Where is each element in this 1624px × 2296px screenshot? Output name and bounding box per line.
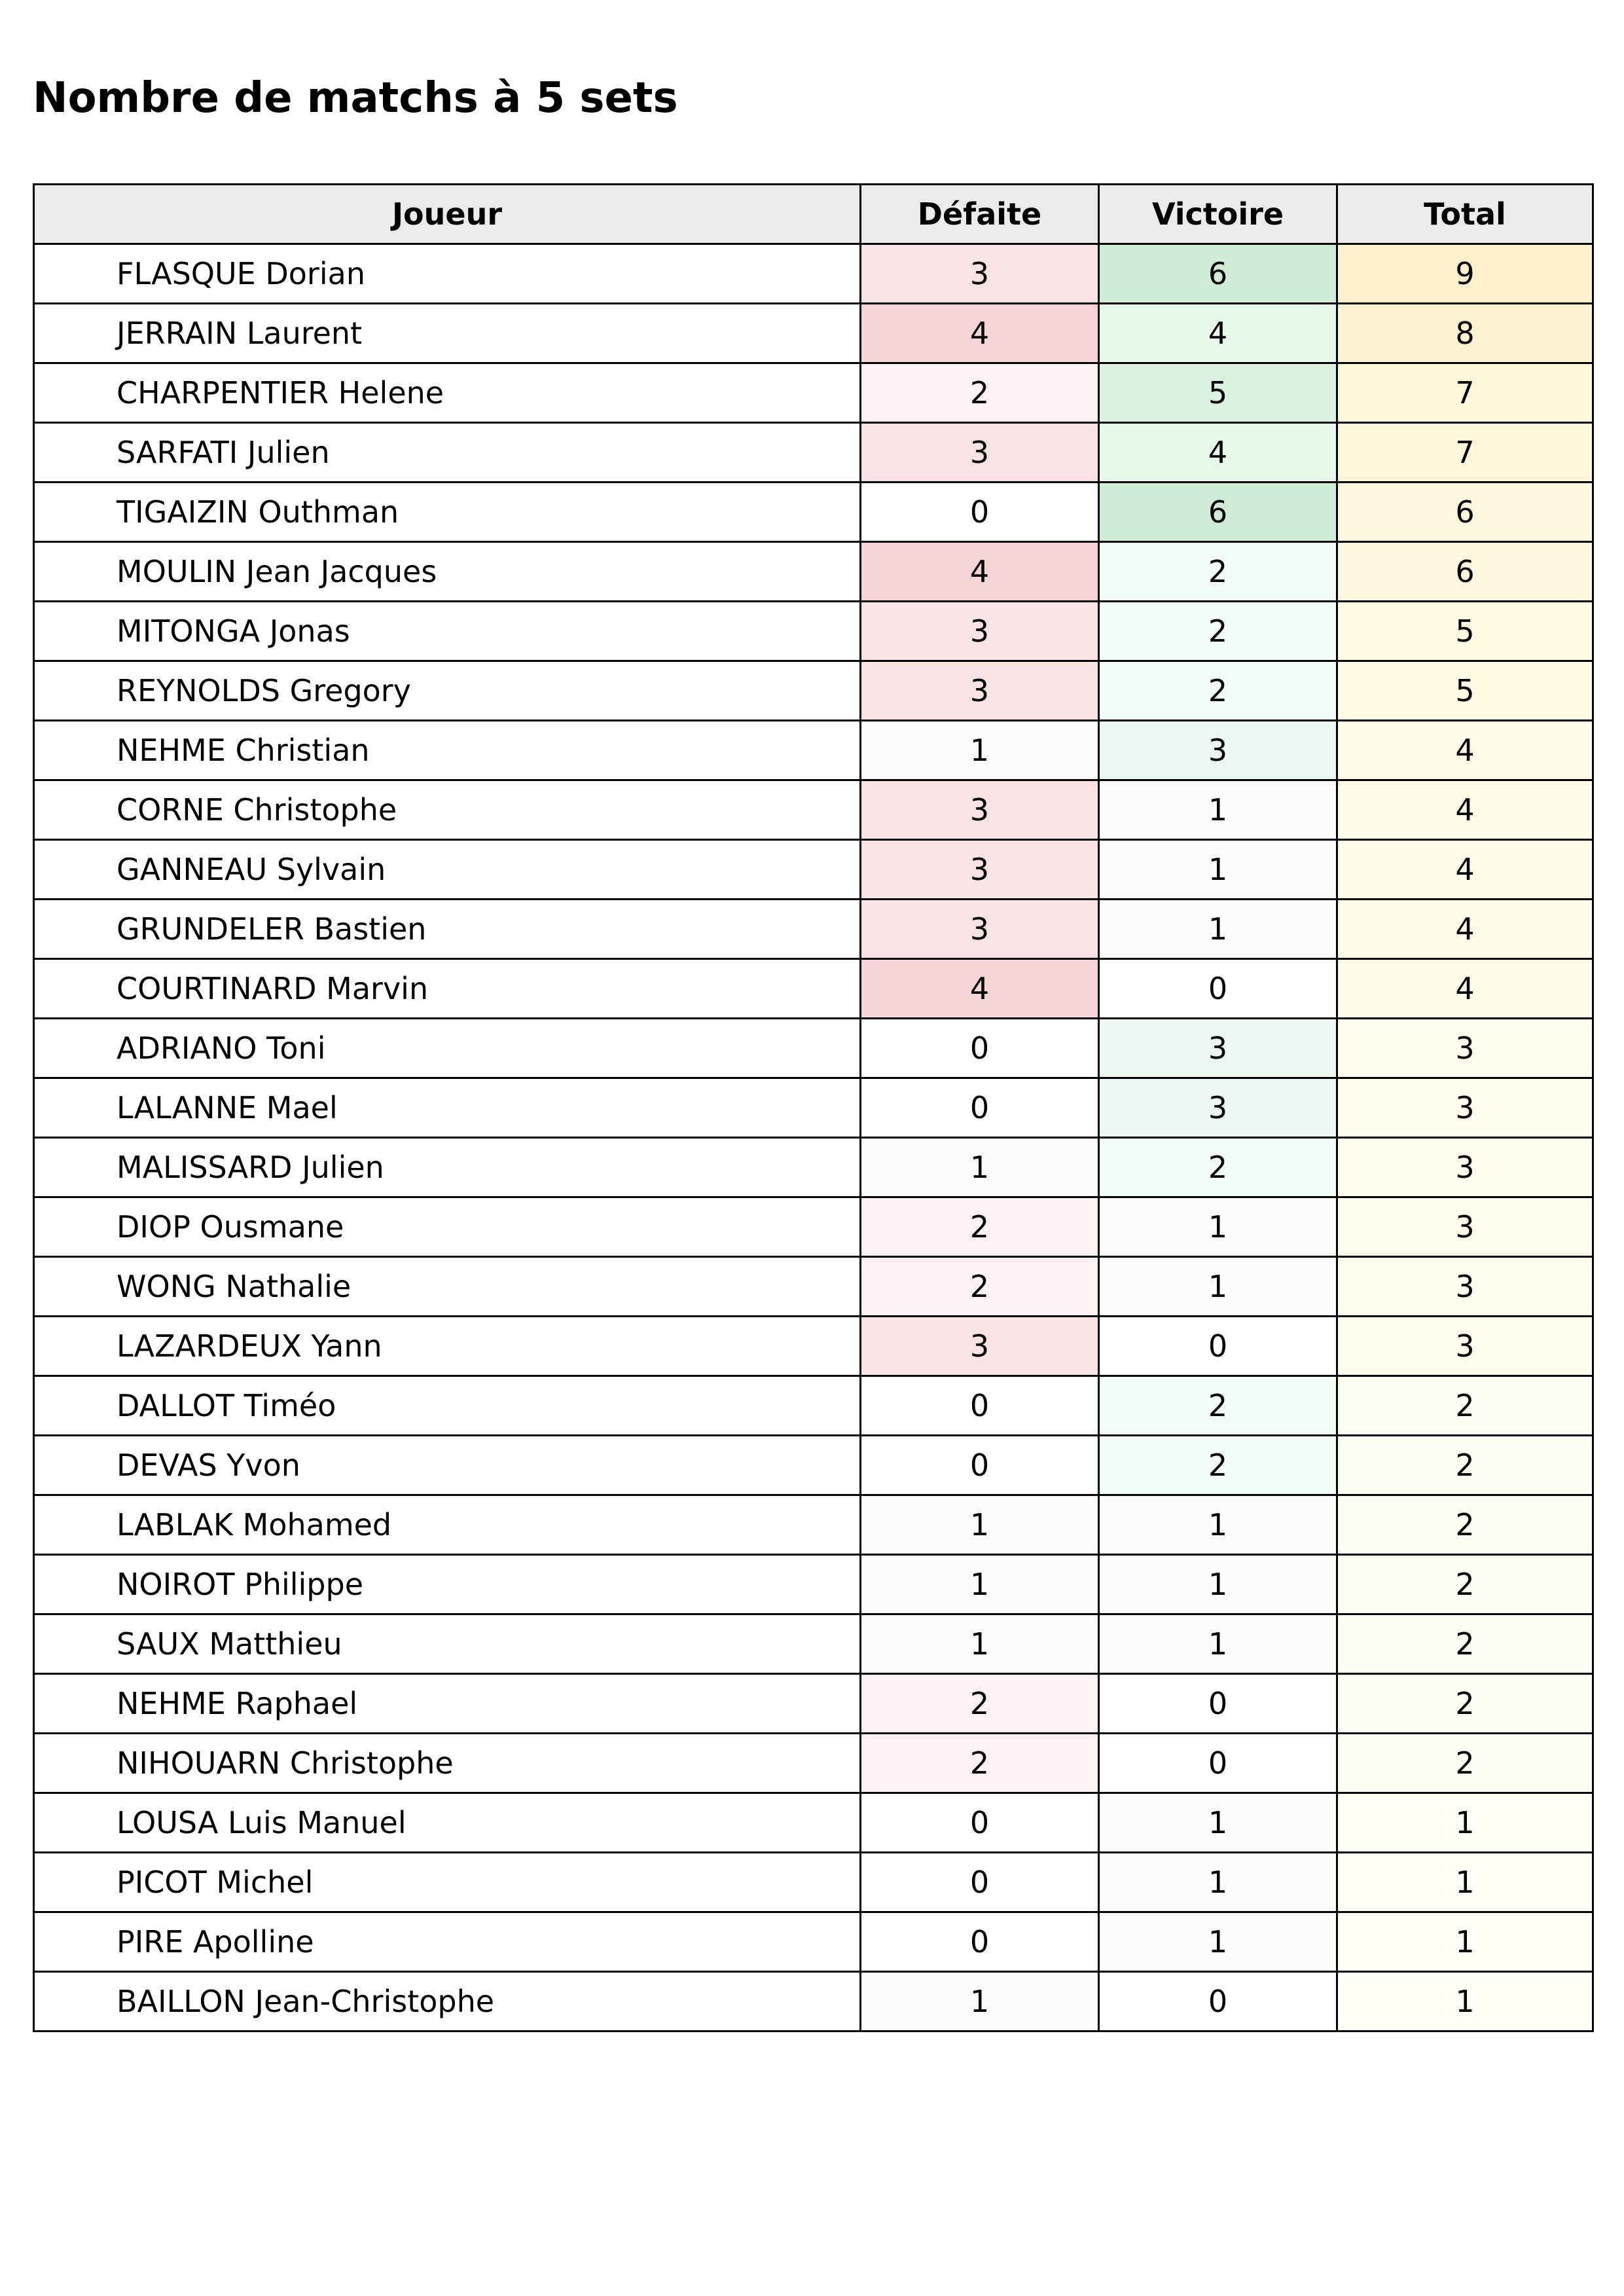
victoire-cell: 3 xyxy=(1099,1019,1337,1078)
defaite-cell: 0 xyxy=(861,483,1099,542)
player-name-cell: LALANNE Mael xyxy=(34,1078,861,1138)
stats-table xyxy=(33,183,1594,2032)
total-cell: 2 xyxy=(1337,1734,1593,1793)
player-name-cell: COURTINARD Marvin xyxy=(34,959,861,1019)
player-name-cell: DIOP Ousmane xyxy=(34,1197,861,1257)
table-body xyxy=(34,244,1593,2032)
table-row xyxy=(34,542,1593,602)
victoire-cell: 1 xyxy=(1099,1853,1337,1912)
total-cell: 4 xyxy=(1337,900,1593,959)
defaite-cell: 2 xyxy=(861,1674,1099,1734)
table-row xyxy=(34,244,1593,304)
player-name-cell: GANNEAU Sylvain xyxy=(34,840,861,900)
player-name-cell: NEHME Christian xyxy=(34,721,861,780)
victoire-cell: 4 xyxy=(1099,304,1337,363)
victoire-cell: 2 xyxy=(1099,1436,1337,1495)
victoire-cell: 0 xyxy=(1099,1734,1337,1793)
table-row xyxy=(34,1317,1593,1376)
table-row xyxy=(34,304,1593,363)
table-row xyxy=(34,900,1593,959)
victoire-cell: 1 xyxy=(1099,840,1337,900)
defaite-cell: 3 xyxy=(861,1317,1099,1376)
total-cell: 6 xyxy=(1337,483,1593,542)
defaite-cell: 0 xyxy=(861,1376,1099,1436)
total-cell: 1 xyxy=(1337,1793,1593,1853)
defaite-cell: 1 xyxy=(861,1138,1099,1197)
header-joueur: Joueur xyxy=(34,185,861,244)
defaite-cell: 4 xyxy=(861,304,1099,363)
total-cell: 2 xyxy=(1337,1674,1593,1734)
defaite-cell: 1 xyxy=(861,1555,1099,1614)
table-row xyxy=(34,661,1593,721)
total-cell: 6 xyxy=(1337,542,1593,602)
player-name-cell: PIRE Apolline xyxy=(34,1912,861,1972)
victoire-cell: 1 xyxy=(1099,1793,1337,1853)
defaite-cell: 2 xyxy=(861,1734,1099,1793)
victoire-cell: 1 xyxy=(1099,1197,1337,1257)
player-name-cell: FLASQUE Dorian xyxy=(34,244,861,304)
total-cell: 3 xyxy=(1337,1078,1593,1138)
table-row xyxy=(34,1436,1593,1495)
defaite-cell: 3 xyxy=(861,661,1099,721)
defaite-cell: 4 xyxy=(861,542,1099,602)
total-cell: 2 xyxy=(1337,1555,1593,1614)
table-row xyxy=(34,483,1593,542)
defaite-cell: 0 xyxy=(861,1019,1099,1078)
table-row xyxy=(34,1614,1593,1674)
table-row xyxy=(34,1376,1593,1436)
table-row xyxy=(34,363,1593,423)
total-cell: 3 xyxy=(1337,1019,1593,1078)
victoire-cell: 2 xyxy=(1099,661,1337,721)
player-name-cell: PICOT Michel xyxy=(34,1853,861,1912)
player-name-cell: CORNE Christophe xyxy=(34,780,861,840)
header-defaite: Défaite xyxy=(861,185,1099,244)
player-name-cell: DALLOT Timéo xyxy=(34,1376,861,1436)
table-row xyxy=(34,1495,1593,1555)
total-cell: 4 xyxy=(1337,780,1593,840)
victoire-cell: 6 xyxy=(1099,244,1337,304)
player-name-cell: GRUNDELER Bastien xyxy=(34,900,861,959)
defaite-cell: 0 xyxy=(861,1078,1099,1138)
defaite-cell: 3 xyxy=(861,840,1099,900)
defaite-cell: 4 xyxy=(861,959,1099,1019)
table-row xyxy=(34,1972,1593,2032)
player-name-cell: JERRAIN Laurent xyxy=(34,304,861,363)
defaite-cell: 0 xyxy=(861,1912,1099,1972)
victoire-cell: 1 xyxy=(1099,1912,1337,1972)
victoire-cell: 4 xyxy=(1099,423,1337,483)
player-name-cell: NIHOUARN Christophe xyxy=(34,1734,861,1793)
player-name-cell: DEVAS Yvon xyxy=(34,1436,861,1495)
victoire-cell: 1 xyxy=(1099,1495,1337,1555)
table-row xyxy=(34,1793,1593,1853)
table-row xyxy=(34,1912,1593,1972)
table-row xyxy=(34,1078,1593,1138)
defaite-cell: 2 xyxy=(861,1197,1099,1257)
victoire-cell: 0 xyxy=(1099,1317,1337,1376)
victoire-cell: 1 xyxy=(1099,780,1337,840)
victoire-cell: 2 xyxy=(1099,602,1337,661)
table-row xyxy=(34,721,1593,780)
total-cell: 9 xyxy=(1337,244,1593,304)
victoire-cell: 1 xyxy=(1099,900,1337,959)
table-row xyxy=(34,1853,1593,1912)
total-cell: 3 xyxy=(1337,1138,1593,1197)
defaite-cell: 0 xyxy=(861,1793,1099,1853)
table-row xyxy=(34,1555,1593,1614)
table-row xyxy=(34,780,1593,840)
table-header-row xyxy=(34,185,1593,244)
defaite-cell: 2 xyxy=(861,1257,1099,1317)
total-cell: 2 xyxy=(1337,1376,1593,1436)
defaite-cell: 2 xyxy=(861,363,1099,423)
defaite-cell: 3 xyxy=(861,602,1099,661)
defaite-cell: 0 xyxy=(861,1436,1099,1495)
total-cell: 1 xyxy=(1337,1853,1593,1912)
header-total: Total xyxy=(1337,185,1593,244)
victoire-cell: 3 xyxy=(1099,721,1337,780)
player-name-cell: LOUSA Luis Manuel xyxy=(34,1793,861,1853)
defaite-cell: 3 xyxy=(861,780,1099,840)
victoire-cell: 6 xyxy=(1099,483,1337,542)
table-row xyxy=(34,840,1593,900)
total-cell: 2 xyxy=(1337,1614,1593,1674)
player-name-cell: NEHME Raphael xyxy=(34,1674,861,1734)
player-name-cell: WONG Nathalie xyxy=(34,1257,861,1317)
table-row xyxy=(34,423,1593,483)
page-title: Nombre de matchs à 5 sets xyxy=(33,74,678,122)
total-cell: 5 xyxy=(1337,661,1593,721)
defaite-cell: 3 xyxy=(861,244,1099,304)
player-name-cell: MOULIN Jean Jacques xyxy=(34,542,861,602)
total-cell: 4 xyxy=(1337,840,1593,900)
player-name-cell: MALISSARD Julien xyxy=(34,1138,861,1197)
defaite-cell: 1 xyxy=(861,721,1099,780)
victoire-cell: 0 xyxy=(1099,1972,1337,2032)
player-name-cell: BAILLON Jean-Christophe xyxy=(34,1972,861,2032)
victoire-cell: 2 xyxy=(1099,1138,1337,1197)
victoire-cell: 1 xyxy=(1099,1614,1337,1674)
defaite-cell: 1 xyxy=(861,1495,1099,1555)
table-row xyxy=(34,1019,1593,1078)
victoire-cell: 1 xyxy=(1099,1555,1337,1614)
total-cell: 7 xyxy=(1337,423,1593,483)
table-row xyxy=(34,1734,1593,1793)
header-victoire: Victoire xyxy=(1099,185,1337,244)
player-name-cell: SAUX Matthieu xyxy=(34,1614,861,1674)
victoire-cell: 5 xyxy=(1099,363,1337,423)
total-cell: 4 xyxy=(1337,959,1593,1019)
table-row xyxy=(34,1674,1593,1734)
total-cell: 3 xyxy=(1337,1317,1593,1376)
player-name-cell: LAZARDEUX Yann xyxy=(34,1317,861,1376)
victoire-cell: 0 xyxy=(1099,1674,1337,1734)
defaite-cell: 3 xyxy=(861,423,1099,483)
table-row xyxy=(34,1257,1593,1317)
victoire-cell: 2 xyxy=(1099,542,1337,602)
player-name-cell: MITONGA Jonas xyxy=(34,602,861,661)
player-name-cell: TIGAIZIN Outhman xyxy=(34,483,861,542)
victoire-cell: 3 xyxy=(1099,1078,1337,1138)
total-cell: 1 xyxy=(1337,1912,1593,1972)
defaite-cell: 0 xyxy=(861,1853,1099,1912)
total-cell: 8 xyxy=(1337,304,1593,363)
table-row xyxy=(34,1197,1593,1257)
defaite-cell: 1 xyxy=(861,1614,1099,1674)
table-row xyxy=(34,602,1593,661)
player-name-cell: LABLAK Mohamed xyxy=(34,1495,861,1555)
table-row xyxy=(34,959,1593,1019)
player-name-cell: SARFATI Julien xyxy=(34,423,861,483)
total-cell: 1 xyxy=(1337,1972,1593,2032)
total-cell: 3 xyxy=(1337,1197,1593,1257)
victoire-cell: 0 xyxy=(1099,959,1337,1019)
player-name-cell: ADRIANO Toni xyxy=(34,1019,861,1078)
total-cell: 5 xyxy=(1337,602,1593,661)
total-cell: 2 xyxy=(1337,1436,1593,1495)
total-cell: 4 xyxy=(1337,721,1593,780)
player-name-cell: CHARPENTIER Helene xyxy=(34,363,861,423)
player-name-cell: REYNOLDS Gregory xyxy=(34,661,861,721)
total-cell: 2 xyxy=(1337,1495,1593,1555)
defaite-cell: 1 xyxy=(861,1972,1099,2032)
victoire-cell: 2 xyxy=(1099,1376,1337,1436)
table-row xyxy=(34,1138,1593,1197)
total-cell: 7 xyxy=(1337,363,1593,423)
player-name-cell: NOIROT Philippe xyxy=(34,1555,861,1614)
defaite-cell: 3 xyxy=(861,900,1099,959)
total-cell: 3 xyxy=(1337,1257,1593,1317)
victoire-cell: 1 xyxy=(1099,1257,1337,1317)
